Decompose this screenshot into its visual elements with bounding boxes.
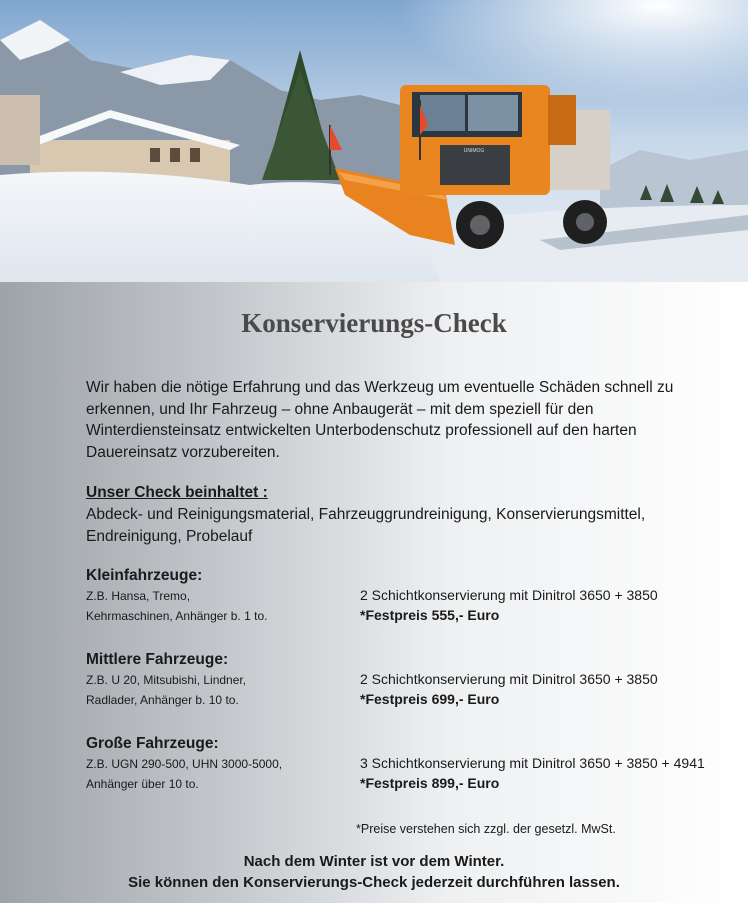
hero-image — [0, 0, 748, 282]
category-treatment: 3 Schichtkonservierung mit Dinitrol 3650 + 3850 + 4941 — [360, 755, 705, 771]
category-title: Kleinfahrzeuge: — [86, 567, 203, 584]
category-price: *Festpreis 899,- Euro — [360, 775, 500, 791]
intro-paragraph: Wir haben die nötige Erfahrung und das Werkzeug um eventuelle Schäden schnell zu erkennen, und Ihr Fahrzeug – ohne Anbaugerät – mit dem speziell für den Winterdiensteinsatz entwickelten Unterbodenschutz professionell auf den harten Dauereinsatz vorzubereiten. — [86, 379, 674, 461]
category-small-vehicles — [86, 567, 726, 625]
category-examples: Radlader, Anhänger b. 10 to. — [86, 693, 239, 707]
category-price: *Festpreis 555,- Euro — [360, 607, 500, 623]
category-large-vehicles — [86, 735, 726, 793]
category-treatment: 2 Schichtkonservierung mit Dinitrol 3650 + 3850 — [360, 671, 658, 687]
truck-badge: UNIMOG — [463, 148, 485, 154]
category-examples: Kehrmaschinen, Anhänger b. 1 to. — [86, 609, 268, 623]
page-title: Konservierungs-Check — [241, 308, 507, 338]
category-title: Große Fahrzeuge: — [86, 735, 219, 752]
category-examples: Z.B. U 20, Mitsubishi, Lindner, — [86, 673, 247, 687]
category-examples: Z.B. Hansa, Tremo, — [86, 589, 191, 603]
category-title: Mittlere Fahrzeuge: — [86, 651, 229, 668]
category-row — [86, 669, 726, 689]
category-row — [86, 773, 726, 793]
check-contents: Abdeck- und Reinigungsmaterial, Fahrzeuggrundreinigung, Konservierungsmittel, Endreinigung, Probelauf — [86, 506, 646, 545]
winter-snowplow-photo — [0, 0, 748, 282]
category-treatment: 2 Schichtkonservierung mit Dinitrol 3650 + 3850 — [360, 587, 658, 603]
price-note: *Preise verstehen sich zzgl. der gesetzl. MwSt. — [356, 822, 616, 836]
category-row — [86, 753, 726, 773]
category-examples: Z.B. UGN 290-500, UHN 3000-5000, — [86, 757, 283, 771]
closing-line: Sie können den Konservierungs-Check jederzeit durchführen lassen. — [128, 874, 620, 891]
closing-line: Nach dem Winter ist vor dem Winter. — [243, 853, 505, 870]
closing-text — [0, 851, 748, 893]
category-price: *Festpreis 699,- Euro — [360, 691, 500, 707]
category-row — [86, 585, 726, 605]
category-examples: Anhänger über 10 to. — [86, 777, 199, 791]
category-row — [86, 605, 726, 625]
check-heading: Unser Check beinhaltet : — [86, 484, 268, 501]
category-medium-vehicles — [86, 651, 726, 709]
category-row — [86, 689, 726, 709]
